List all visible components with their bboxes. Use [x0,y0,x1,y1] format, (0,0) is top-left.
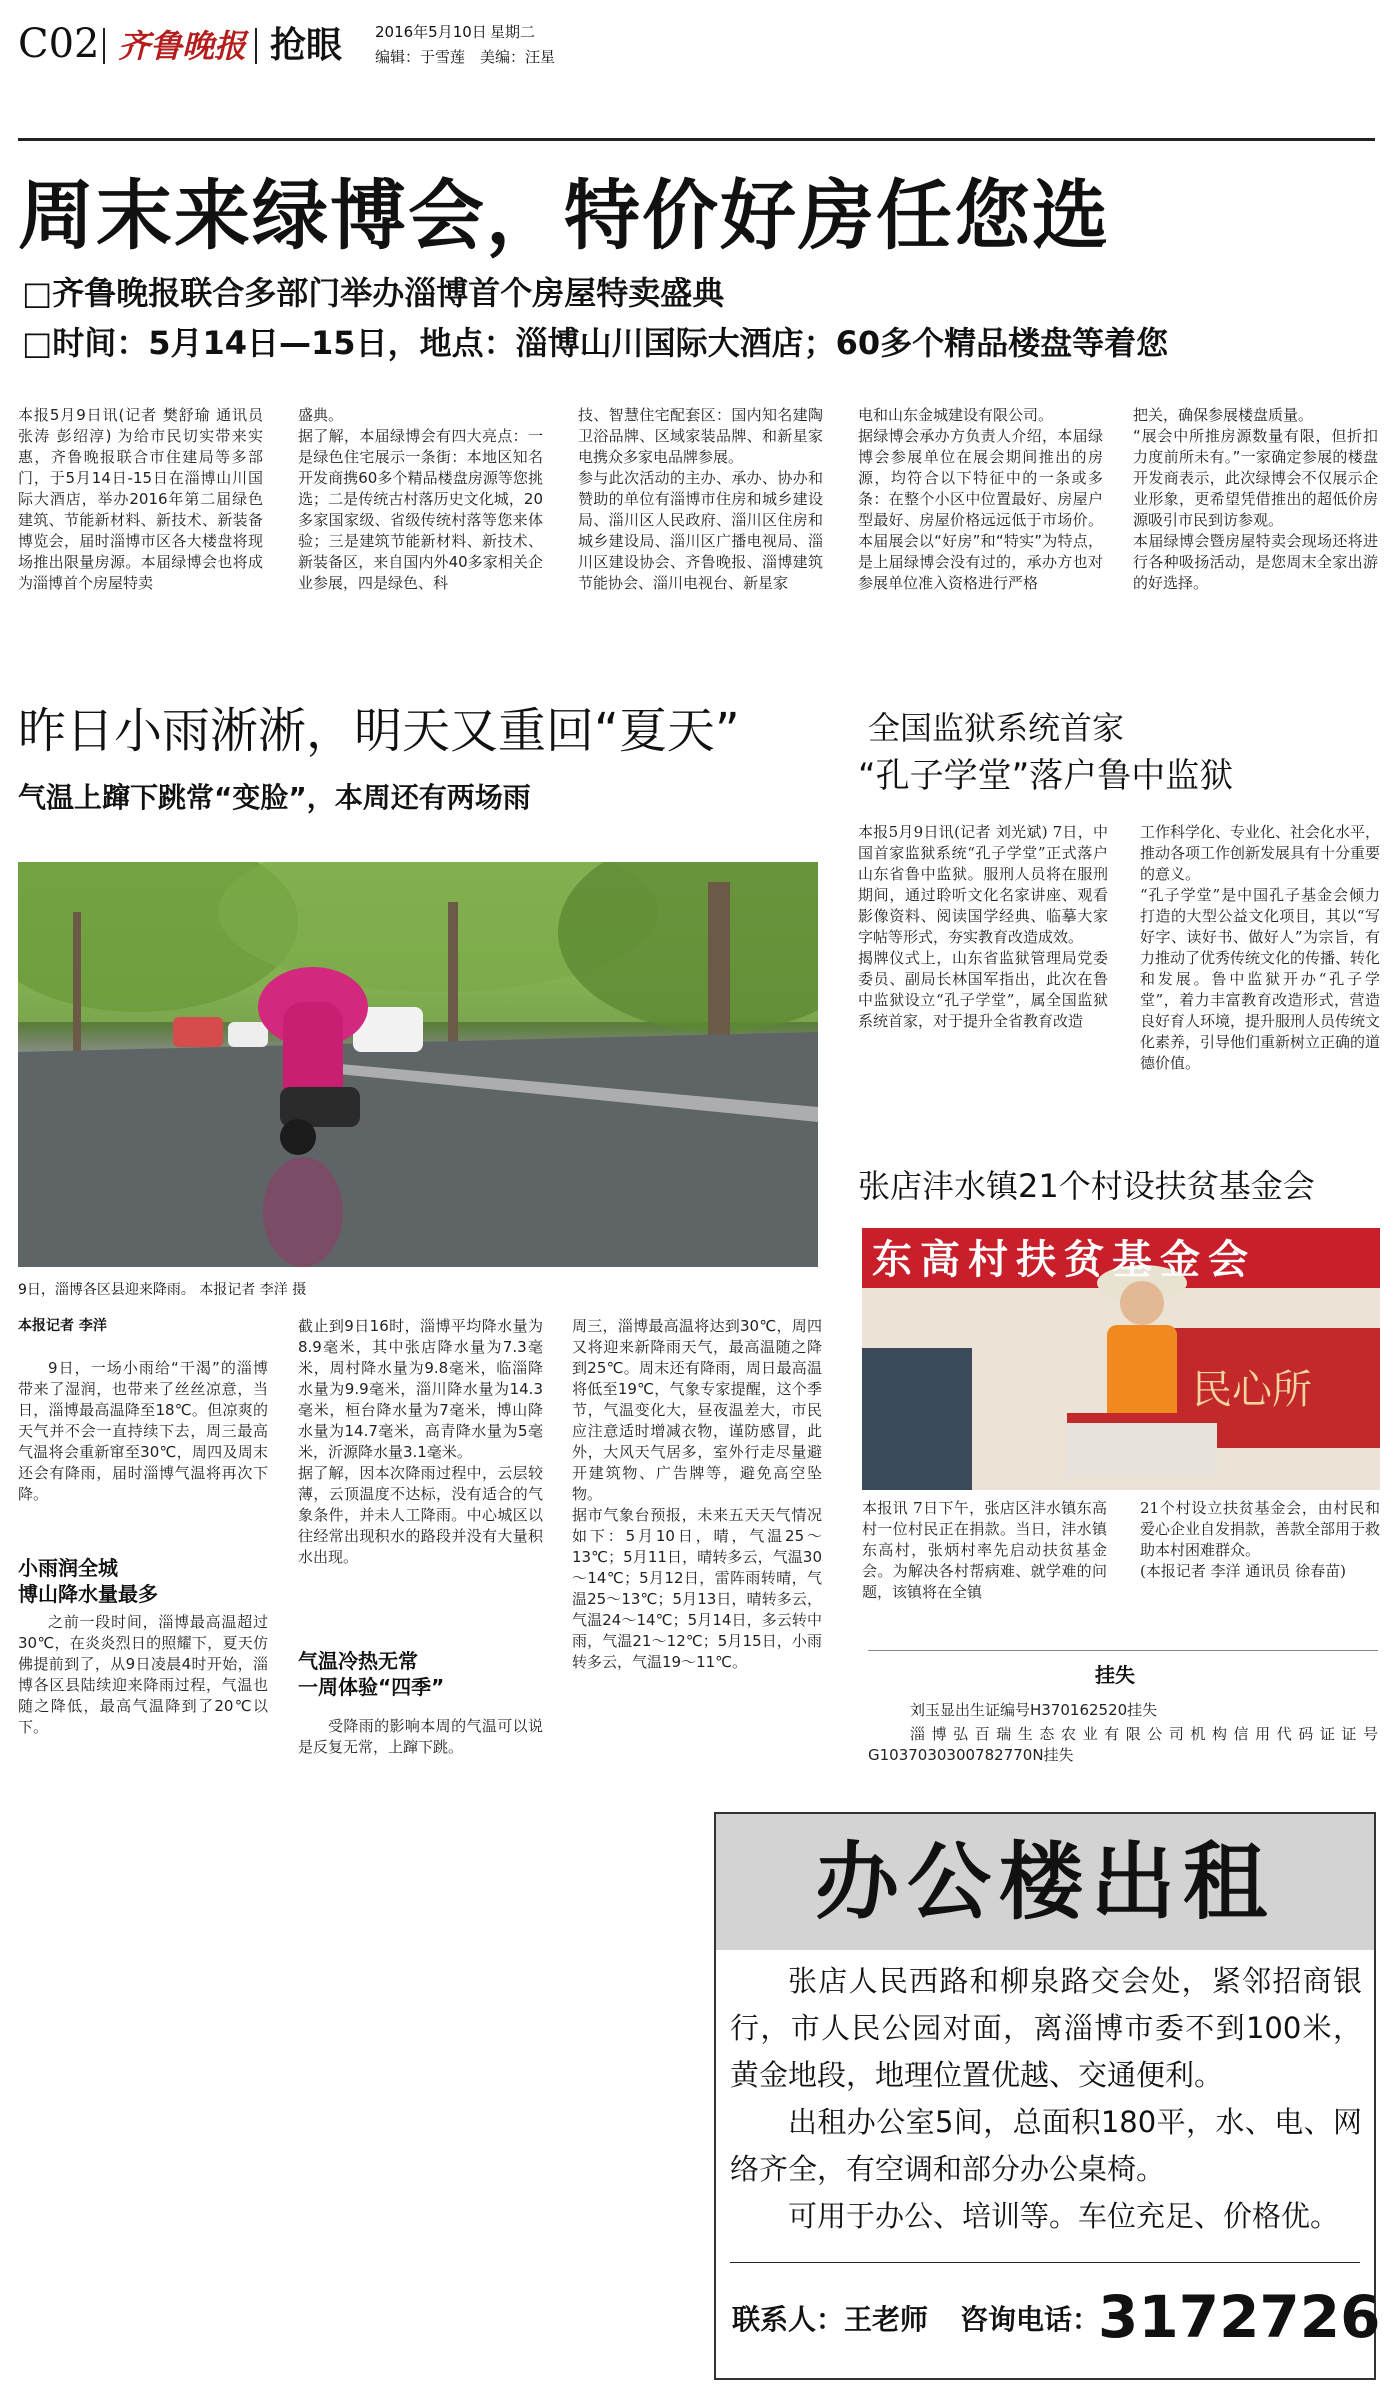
notice-line-2: 淄博弘百瑞生态农业有限公司机构信用代码证证号G1037030300782770N挂失 [868,1725,1378,1764]
weather-column-1: 9日，一场小雨给“干渴”的淄博带来了湿润，也带来了丝丝凉意，当日，淄博最高温降至18℃。但凉爽的天气并不会一直持续下去，周三最高气温将会重新窜至30℃，周四及周末还会有降雨，届时淄博气温将再次下降。 [18,1359,268,1503]
fund-column-1: 本报讯 7日下午，张店区沣水镇东高村一位村民正在捐款。当日，沣水镇东高村，张炳村率先启动扶贫基金会。为解决各村帮病难、就学难的问题，该镇将在全镇 [862,1499,1107,1601]
fund-headline: 张店沣水镇21个村设扶贫基金会 [858,1167,1315,1205]
issue-date: 2016年5月10日 [375,23,487,41]
weather-column-3: 周三，淄博最高温将达到30℃，周四又将迎来新降雨天气，最高温随之降到25℃。周末还有降雨，周日最高温将低至19℃，气象专家提醒，这个季节，气温变化大，昼夜温差大，市民应注意适时增减衣物，谨防感冒，此外，大风天气居多，室外行走尽量避开建筑物、广告牌等，避免高空坠物。 据市气象台预报，未来五天天气情况如下：5月10日，晴，气温25～13℃；5月11日，晴转多云，气温30～14℃；5月12日，雷阵雨转晴，气温25～13℃；5月13日，晴转多云，气温24～14℃；5月14日，多云转中雨，气温21～12℃；5月15日，小雨转多云，气温19～11℃。 [572,1317,822,1671]
editor-credit: 编辑：于雪莲 [375,48,466,66]
office-ad-title: 办公楼出租 [814,1833,1275,1931]
weather-subhead-2: 气温冷热无常 一周体验“四季” [298,1649,445,1699]
weather-column-2: 截止到9日16时，淄博平均降水量为8.9毫米，其中张店降水量为7.3毫米，周村降水量为9.8毫米，临淄降水量为9.9毫米，淄川降水量为14.3毫米，桓台降水量为7毫米，博山降水量为14.7毫米，高青降水量为5毫米，沂源降水量3.1毫米。 据了解，因本次降雨过程中，云层较薄，云顶温度不达标，没有适合的气象条件，并未人工降雨。中心城区以往经常出现积水的路段并没有大量积水出现。 [298,1317,543,1566]
weather-subhead: 气温上蹿下跳常“变脸”，本周还有两场雨 [18,781,531,814]
lead-column-3: 技、智慧住宅配套区：国内知名建陶卫浴品牌、区域家装品牌、和新星家电携众多家电品牌参展。 参与此次活动的主办、承办、协办和赞助的单位有淄博市住房和城乡建设局、淄川区人民政府、淄川区住房和城乡建设局、淄川区广播电视局、淄川区建设协会、齐鲁晚报、淄博建筑节能协会、淄川电视台、新星家 [578,406,823,592]
designer-credit: 美编：汪星 [480,48,556,66]
notice-rule [868,1650,1378,1651]
notice-title: 挂失 [1095,1663,1135,1687]
office-ad-phone-number: 3172726 [1098,2283,1381,2351]
office-ad-paragraph-2: 出租办公室5间，总面积180平，水、电、网络齐全，有空调和部分办公桌椅。 [730,2105,1362,2186]
weather-headline: 昨日小雨淅淅，明天又重回“夏天” [18,703,740,759]
lead-column-1: 本报5月9日讯(记者 樊舒瑜 通讯员 张涛 彭绍淳) 为给市民切实带来实惠，齐鲁晚报联合市住建局等多部门，于5月14日-15日在淄博山川国际大酒店，举办2016年第二届绿色建筑、节能新材料、新技术、新装备博览会，届时淄博市区各大楼盘将现场推出限量房源。本届绿博会也将成为淄博首个房屋特卖 [18,406,263,592]
office-ad-phone-label: 咨询电话： [960,2303,1101,2336]
office-ad-paragraph-1: 张店人民西路和柳泉路交会处，紧邻招商银行，市人民公园对面，离淄博市委不到100米，黄金地段，地理位置优越、交通便利。 [730,1964,1362,2092]
office-ad-paragraph-3: 可用于办公、培训等。车位充足、价格优。 [788,2199,1340,2233]
office-ad-contact: 联系人：王老师 [732,2303,929,2336]
notice-line-1: 刘玉显出生证编号H370162520挂失 [910,1701,1158,1719]
weather-subhead-1: 小雨润全城 博山降水量最多 [18,1556,158,1606]
prison-column-1: 本报5月9日讯(记者 刘光斌) 7日，中国首家监狱系统“孔子学堂”正式落户山东省鲁中监狱。服刑人员将在服刑期间，通过聆听文化名家讲座、观看影像资料、阅读国学经典、临摹大家字帖等形式，夯实教育改造成效。 揭牌仪式上，山东省监狱管理局党委委员、副局长林国军指出，此次在鲁中监狱设立“孔子学堂”，属全国监狱系统首家，对于提升全省教育改造 [858,823,1108,1030]
header-rule [18,138,1375,141]
donation-photo-banner: 东高村扶贫基金会 [872,1237,1256,1283]
fund-column-2: 21个村设立扶贫基金会，由村民和爱心企业自发捐款，善款全部用于救助本村困难群众。 (本报记者 李洋 通讯员 徐春苗) [1140,1499,1380,1580]
lead-column-5: 把关，确保参展楼盘质量。 “展会中所推房源数量有限，但折扣力度前所未有。”一家确定参展的楼盘开发商表示，此次绿博会不仅展示企业形象，更希望凭借推出的超低价房源吸引市民到访参观。 本届绿博会暨房屋特卖会现场还将进行各种吸扬活动，是您周末全家出游的好选择。 [1133,406,1378,592]
weather-column-2b: 受降雨的影响本周的气温可以说是反复无常，上蹿下跳。 [298,1717,543,1756]
issue-weekday: 星期二 [490,23,536,41]
paper-name-logo: 齐鲁晚报 [118,27,247,65]
lead-column-4: 电和山东金城建设有限公司。 据绿博会承办方负责人介绍，本届绿博会参展单位在展会期间推出的房源，均符合以下特征中的一条或多条：在整个小区中位置最好、房屋户型最好、房屋价格远远低于市场价。本届展会以“好房”和“特实”为特点，是上届绿博会没有过的，承办方也对参展单位准入资格进行严格 [858,406,1103,592]
svg-text:民心所: 民心所 [1192,1367,1312,1413]
prison-column-2: 工作科学化、专业化、社会化水平，推动各项工作创新发展具有十分重要的意义。 “孔子学堂”是中国孔子基金会倾力打造的大型公益文化项目，其以“写好字、读好书、做好人”为宗旨，有力推动了优秀传统文化的传播、转化和发展。鲁中监狱开办“孔子学堂”，着力丰富教育改造形式，营造良好育人环境，提升服刑人员传统文化素养，引导他们重新树立正确的道德价值。 [1140,823,1380,1072]
office-ad-rule [730,2262,1360,2263]
rain-street-photo [18,862,818,1267]
weather-byline: 本报记者 李洋 [18,1318,107,1334]
lead-deck-2: □时间：5月14日—15日，地点：淄博山川国际大酒店；60多个精品楼盘等着您 [22,324,1169,362]
prison-headline: “孔子学堂”落户鲁中监狱 [858,756,1234,796]
header-divider-1 [103,28,105,64]
prison-kicker: 全国监狱系统首家 [868,709,1125,747]
weather-column-1b: 之前一段时间，淄博最高温超过30℃，在炎炎烈日的照耀下，夏天仿佛提前到了，从9日凌晨4时开始，淄博各区县陆续迎来降雨过程，气温也随之降低，最高气温降到了20℃以下。 [18,1613,268,1736]
page-code: C02 [18,21,100,67]
header-divider-2 [255,28,257,64]
weather-photo-caption: 9日，淄博各区县迎来降雨。 本报记者 李洋 摄 [18,1282,307,1298]
lead-deck-1: □齐鲁晚报联合多部门举办淄博首个房屋特卖盛典 [22,274,725,312]
section-name: 抢眼 [270,25,343,66]
lead-column-2: 盛典。 据了解，本届绿博会有四大亮点：一是绿色住宅展示一条街：本地区知名开发商携60多个精品楼盘房源等您挑选；二是传统古村落历史文化城，20多家国家级、省级传统村落等您来体验；三是建筑节能新材料、新技术、新装备区，来自国内外40多家相关企业参展，四是绿色、科 [298,406,543,592]
rain-street-illustration [18,862,818,1267]
lead-headline: 周末来绿博会，特价好房任您选 [18,171,1110,260]
